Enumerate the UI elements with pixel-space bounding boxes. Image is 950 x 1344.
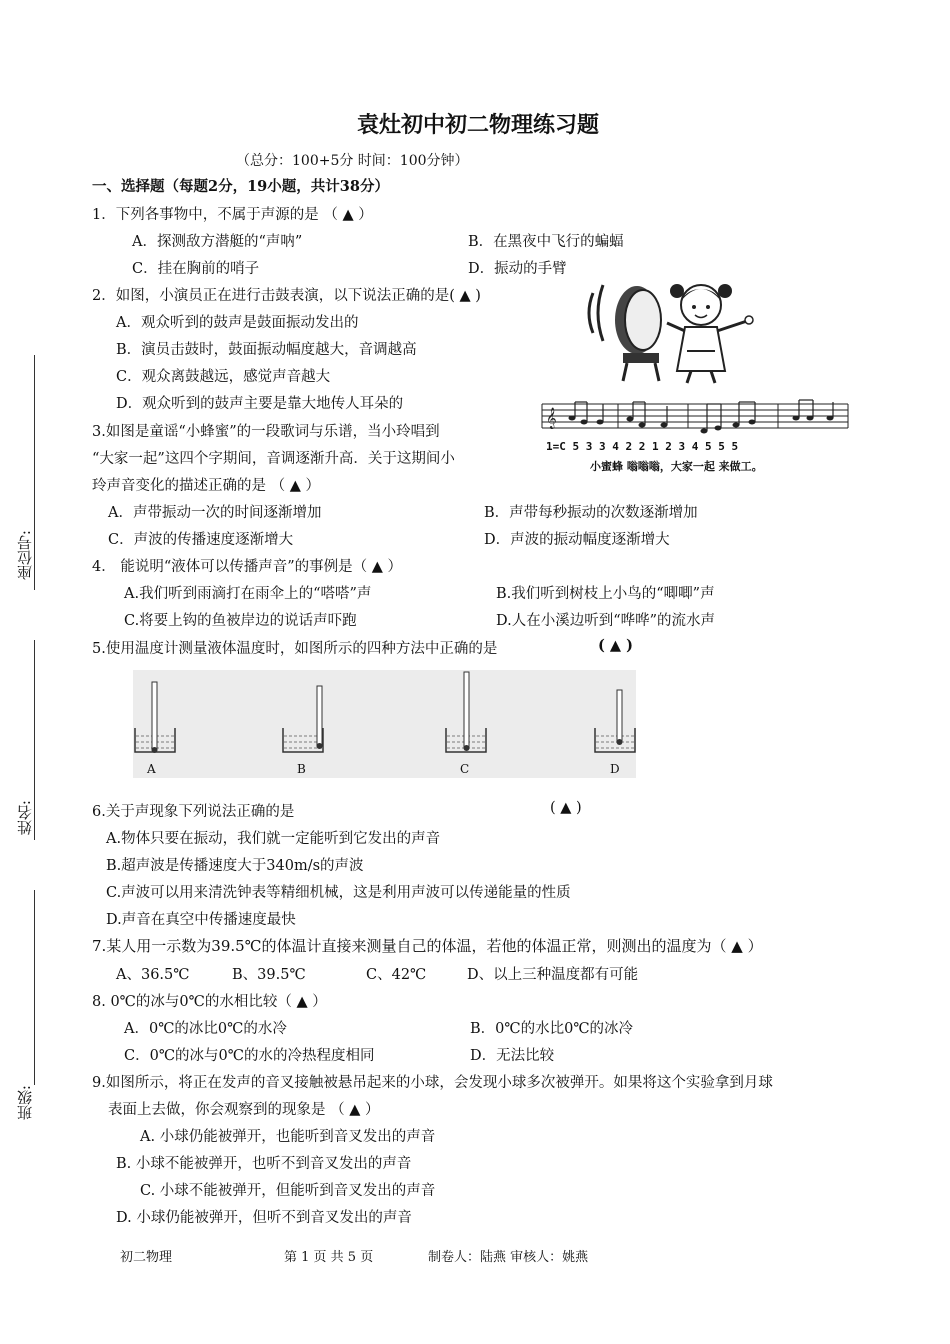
q8-option-b: B．0℃的水比0℃的冰冷 bbox=[470, 1021, 634, 1037]
q6-option-d: D.声音在真空中传播速度最快 bbox=[106, 912, 296, 928]
page-subtitle: （总分：100+5分 时间：100分钟） bbox=[236, 153, 469, 169]
q5-answer-mark: ( ▲ ) bbox=[598, 637, 633, 654]
seat-number-line bbox=[34, 355, 35, 590]
thermometer-label-a: A bbox=[147, 762, 156, 776]
class-label: 班级: bbox=[16, 1085, 34, 1121]
q6-option-b: B.超声波是传播速度大于340m/s的声波 bbox=[106, 858, 364, 874]
q2-option-b: B．演员击鼓时，鼓面振动幅度越大，音调越高 bbox=[116, 342, 417, 358]
q9-option-a: A. 小球仍能被弹开，也能听到音叉发出的声音 bbox=[140, 1129, 436, 1145]
q3-stem-line-2: “大家一起”这四个字期间，音调逐渐升高．关于这期间小 bbox=[92, 451, 455, 467]
drummer-figure bbox=[575, 275, 765, 385]
q8-option-a: A．0℃的冰比0℃的水冷 bbox=[124, 1021, 287, 1037]
q7-option-c: C、42℃ bbox=[366, 967, 427, 983]
q4-stem: 4． 能说明“液体可以传播声音”的事例是（ ▲ ） bbox=[92, 559, 403, 575]
q4-option-b: B.我们听到树枝上小鸟的“唧唧”声 bbox=[496, 586, 715, 602]
footer-credits: 制卷人：陆燕 审核人：姚燕 bbox=[428, 1250, 589, 1265]
q1-option-d: D．振动的手臂 bbox=[468, 261, 567, 277]
q6-option-a: A.物体只要在振动，我们就一定能听到它发出的声音 bbox=[106, 831, 441, 847]
q2-stem: 2．如图，小演员正在进行击鼓表演，以下说法正确的是( ▲ ) bbox=[92, 288, 481, 304]
q7-option-d: D、以上三种温度都有可能 bbox=[467, 967, 639, 983]
q7-option-b: B、39.5℃ bbox=[232, 967, 306, 983]
footer-page-number: 第 1 页 共 5 页 bbox=[284, 1250, 374, 1265]
q4-option-a: A.我们听到雨滴打在雨伞上的“嗒嗒”声 bbox=[124, 586, 372, 602]
thermometer-label-c: C bbox=[460, 762, 470, 776]
q7-stem: 7.某人用一示数为39.5℃的体温计直接来测量自己的体温，若他的体温正常，则测出的温度为（ ▲ ） bbox=[92, 937, 763, 955]
q2-option-c: C．观众离鼓越远，感觉声音越大 bbox=[116, 369, 331, 385]
svg-text:𝄞: 𝄞 bbox=[546, 408, 557, 429]
music-key-and-notes bbox=[546, 440, 738, 453]
page-title: 袁灶初中初二物理练习题 bbox=[357, 113, 600, 138]
q3-option-d: D．声波的振动幅度逐渐增大 bbox=[484, 532, 670, 548]
q2-option-a: A．观众听到的鼓声是鼓面振动发出的 bbox=[116, 315, 359, 331]
seat-number-label: 座位号: bbox=[16, 530, 34, 581]
class-line bbox=[34, 890, 35, 1085]
q3-option-c: C．声波的传播速度逐渐增大 bbox=[108, 532, 294, 548]
q3-option-b: B．声带每秒振动的次数逐渐增加 bbox=[484, 505, 698, 521]
q9-option-d: D. 小球仍能被弹开，但听不到音叉发出的声音 bbox=[116, 1210, 412, 1226]
thermometer-label-b: B bbox=[297, 762, 306, 776]
footer-subject: 初二物理 bbox=[120, 1250, 173, 1265]
q9-option-c: C. 小球不能被弹开，但能听到音叉发出的声音 bbox=[140, 1183, 436, 1199]
q2-option-d: D．观众听到的鼓声主要是靠大地传人耳朵的 bbox=[116, 396, 404, 412]
q9-stem-line-1: 9.如图所示，将正在发声的音叉接触被悬吊起来的小球，会发现小球多次被弹开。如果将这个实验拿到月球 bbox=[92, 1075, 773, 1091]
q1-option-b: B．在黑夜中飞行的蝙蝠 bbox=[468, 234, 624, 250]
q3-option-a: A．声带振动一次的时间逐渐增加 bbox=[108, 505, 322, 521]
thermometer-drawing bbox=[133, 670, 636, 778]
music-lyrics: 小蜜蜂 嗡嗡嗡，大家一起 来做工。 bbox=[590, 460, 763, 473]
student-name-label: 姓名: bbox=[16, 800, 34, 836]
q1-option-a: A．探测敌方潜艇的“声呐” bbox=[132, 234, 303, 250]
q7-option-a: A、36.5℃ bbox=[116, 967, 190, 983]
q5-stem: 5.使用温度计测量液体温度时，如图所示的四种方法中正确的是 bbox=[92, 641, 498, 657]
music-notation: 5 3 3 4 2 2 1 2 3 4 5 5 5 bbox=[572, 440, 739, 453]
music-key: 1=C bbox=[546, 440, 566, 453]
q9-option-b: B. 小球不能被弹开，也听不到音叉发出的声音 bbox=[116, 1156, 412, 1172]
q8-option-c: C．0℃的冰与0℃的水的冷热程度相同 bbox=[124, 1048, 375, 1064]
q8-option-d: D．无法比较 bbox=[470, 1048, 555, 1064]
q4-option-c: C.将要上钩的鱼被岸边的说话声吓跑 bbox=[124, 613, 357, 629]
q1-stem: 1．下列各事物中，不属于声源的是 （ ▲ ） bbox=[92, 207, 373, 223]
q3-stem-line-1: 3.如图是童谣“小蜂蜜”的一段歌词与乐谱，当小玲唱到 bbox=[92, 424, 440, 440]
thermometer-label-d: D bbox=[610, 762, 620, 776]
q8-stem: 8. 0℃的冰与0℃的水相比较（ ▲ ） bbox=[92, 994, 327, 1010]
q6-stem: 6.关于声现象下列说法正确的是 bbox=[92, 804, 295, 820]
q9-stem-line-2: 表面上去做，你会观察到的现象是 （ ▲ ） bbox=[108, 1102, 380, 1118]
music-score-figure bbox=[538, 398, 850, 476]
section-heading: 一、选择题（每题2分，19小题，共计38分） bbox=[92, 178, 389, 195]
q3-stem-line-3: 玲声音变化的描述正确的是 （ ▲ ） bbox=[92, 478, 320, 494]
q1-option-c: C．挂在胸前的哨子 bbox=[132, 261, 260, 277]
thermometer-figure bbox=[133, 670, 636, 778]
q4-option-d: D.人在小溪边听到“哗哗”的流水声 bbox=[496, 613, 716, 629]
q6-option-c: C.声波可以用来清洗钟表等精细机械，这是利用声波可以传递能量的性质 bbox=[106, 885, 571, 901]
q6-answer-mark: ( ▲ ) bbox=[550, 800, 582, 816]
music-staff bbox=[538, 398, 850, 438]
student-name-line bbox=[34, 640, 35, 840]
